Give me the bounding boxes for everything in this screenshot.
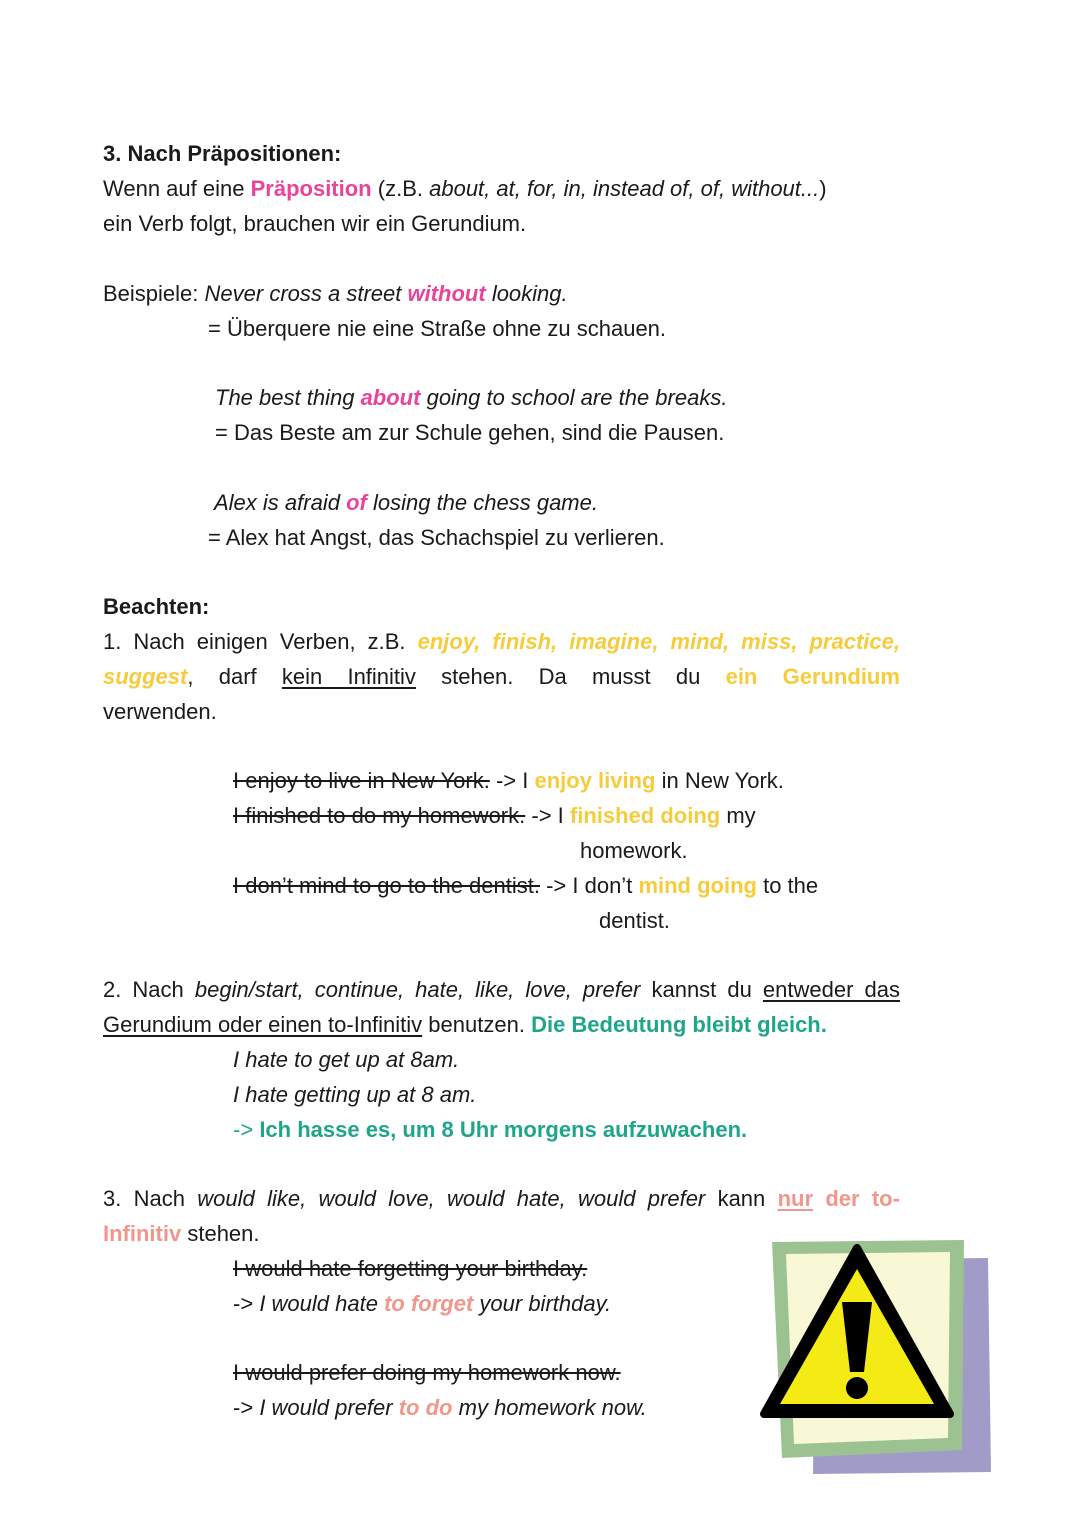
note-1-example-3: I don’t mind to go to the dentist. -> I don’t mind going to the <box>233 873 819 898</box>
note-1-example-2-cont: homework. <box>580 838 688 863</box>
notes-heading: Beachten: <box>103 594 210 619</box>
note-2-example-2: I hate getting up at 8 am. <box>233 1082 477 1107</box>
note-2-example-1: I hate to get up at 8am. <box>233 1047 460 1072</box>
intro-line-1: Wenn auf eine Präposition (z.B. about, at, for, in, instead of, of, without...) <box>103 176 827 201</box>
note-1-example-1: I enjoy to live in New York. -> I enjoy living in New York. <box>233 768 784 793</box>
example-1-translation: = Überquere nie eine Straße ohne zu schauen. <box>208 316 667 341</box>
note-1-line-3: verwenden. <box>103 699 217 724</box>
example-2: The best thing about going to school are the breaks. <box>215 385 728 410</box>
note-1-example-3-cont: dentist. <box>599 908 670 933</box>
note-1-line-2: suggest, darf kein Infinitiv stehen. Da musst du ein Gerundium <box>103 664 900 689</box>
note-3-line-2: Infinitiv stehen. <box>103 1221 260 1246</box>
note-3-line-1: 3. Nach would like, would love, would hate, would prefer kann nur der to- <box>103 1186 900 1211</box>
note-3-wrong-2: I would prefer doing my homework now. <box>233 1360 621 1385</box>
example-1: Beispiele: Never cross a street without looking. <box>103 281 568 306</box>
intro-line-2: ein Verb folgt, brauchen wir ein Gerundium. <box>103 211 527 236</box>
note-1-line-1: 1. Nach einigen Verben, z.B. enjoy, finish, imagine, mind, miss, practice, <box>103 629 900 654</box>
section-heading: 3. Nach Präpositionen: <box>103 141 342 166</box>
note-2-translation: -> Ich hasse es, um 8 Uhr morgens aufzuwachen. <box>233 1117 748 1142</box>
warning-sign-icon <box>758 1238 992 1476</box>
example-3-translation: = Alex hat Angst, das Schachspiel zu verlieren. <box>208 525 665 550</box>
note-2-line-1: 2. Nach begin/start, continue, hate, like, love, prefer kannst du entweder das <box>103 977 900 1002</box>
note-1-example-2: I finished to do my homework. -> I finished doing my <box>233 803 756 828</box>
note-3-right-1: -> I would hate to forget your birthday. <box>233 1291 612 1316</box>
note-3-right-2: -> I would prefer to do my homework now. <box>233 1395 647 1420</box>
note-2-line-2: Gerundium oder einen to-Infinitiv benutzen. Die Bedeutung bleibt gleich. <box>103 1012 827 1037</box>
keyword-preposition: Präposition <box>250 176 372 201</box>
note-3-wrong-1: I would hate forgetting your birthday. <box>233 1256 588 1281</box>
example-3: Alex is afraid of losing the chess game. <box>214 490 598 515</box>
example-2-translation: = Das Beste am zur Schule gehen, sind die Pausen. <box>215 420 725 445</box>
